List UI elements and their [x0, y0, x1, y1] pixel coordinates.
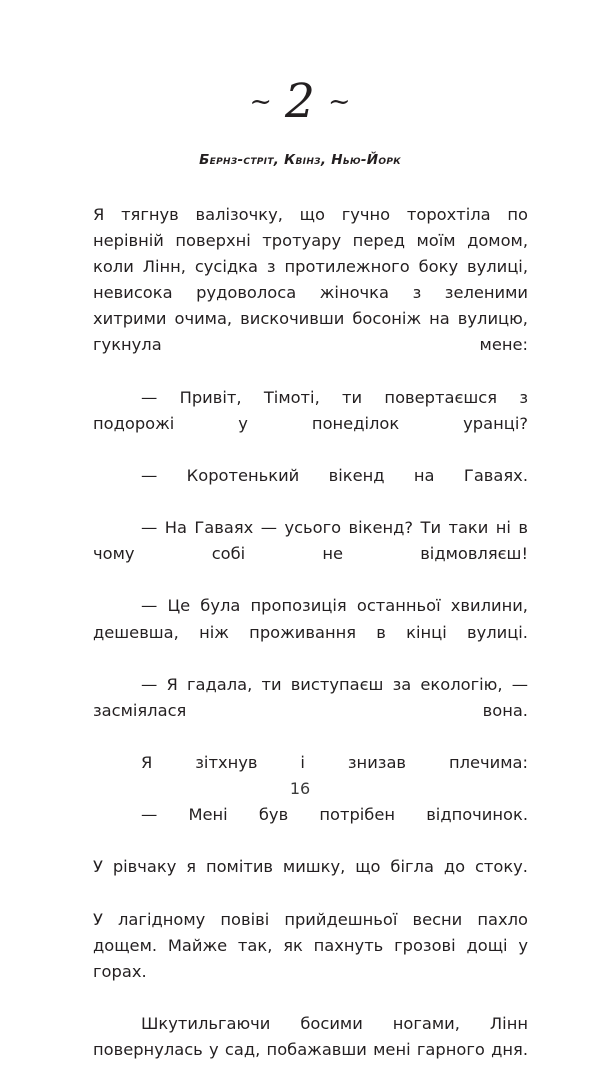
body-paragraph: У лагідному повіві прийдешньої весни пахло дощем. Майже так, як пахнуть грозові дощі у горах.: [93, 909, 528, 981]
body-paragraph: — Я гадала, ти виступаєш за екологію, — засміялася вона.: [93, 674, 528, 720]
chapter-locale-subtitle: Бернз-стріт, Квінз, Нью-Йорк: [199, 152, 401, 168]
body-paragraph: Я тягнув валізочку, що гучно торохтіла по нерівній поверхні тротуару перед моїм домом, коли Лінн, сусідка з протилежного боку вулиці, невисока рудоволоса жіночка з зеленими хитрими очима, вискочивши босоніж на вулицю, гукнула мене:: [93, 205, 528, 355]
body-paragraph: Я зітхнув і знизав плечима:: [141, 752, 528, 772]
ornament-tilde-right: ~: [327, 86, 351, 118]
chapter-number: 2: [285, 74, 315, 129]
body-paragraph: — Мені був потрібен відпочинок.: [141, 805, 528, 825]
ornament-tilde-left: ~: [249, 86, 273, 118]
page-number: 16: [289, 779, 311, 798]
body-paragraph: — Це була пропозиція останньої хвилини, дешевша, ніж проживання в кінці вулиці.: [93, 596, 528, 642]
body-text: [93, 202, 528, 1089]
body-paragraph: — На Гаваях — усього вікенд? Ти таки ні в чому собі не відмовляєш!: [93, 518, 528, 564]
chapter-heading: [0, 74, 600, 129]
body-paragraph: У рівчаку я помітив мишку, що бігла до стоку.: [93, 857, 528, 877]
body-paragraph: — Привіт, Тімоті, ти повертаєшся з подорожі у понеділок уранці?: [93, 387, 528, 433]
body-paragraph: — Коротенький вікенд на Гаваях.: [141, 465, 528, 485]
body-paragraph: Шкутильгаючи босими ногами, Лінн повернулась у сад, побажавши мені гарного дня.: [93, 1013, 528, 1059]
